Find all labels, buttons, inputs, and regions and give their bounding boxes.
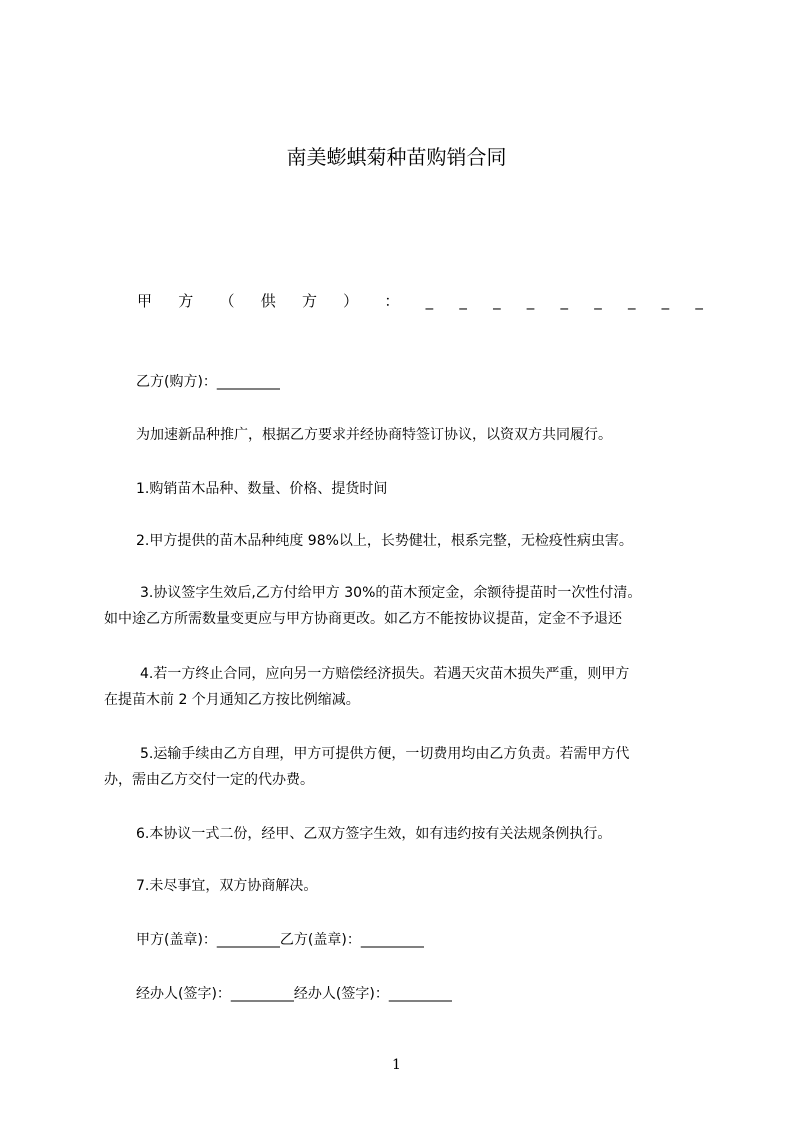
party-a-char: （ [219, 292, 235, 310]
party-a-line [137, 291, 703, 311]
party-a-char: ） [343, 292, 359, 310]
clause-6: 6.本协议一式二份，经甲、乙双方签字生效，如有违约按有关法规条例执行。 [136, 826, 612, 842]
clause-7: 7.未尽事宜，双方协商解决。 [136, 878, 318, 894]
party-a-blank: _ [526, 292, 535, 310]
signature-line: 经办人(签字)：_________经办人(签字)：_________ [136, 986, 452, 1002]
party-a-char: 方 [301, 292, 317, 310]
intro-paragraph: 为加速新品种推广，根据乙方要求并经协商特签订协议，以资双方共同履行。 [136, 427, 612, 443]
document-title: 南美蟛蜞菊种苗购销合同 [286, 145, 507, 169]
party-a-char: ： [384, 292, 400, 310]
party-b-line: 乙方(购方)：_________ [136, 374, 280, 390]
clause-4-line-2: 在提苗木前 2 个月通知乙方按比例缩减。 [104, 692, 360, 708]
party-a-blank: _ [594, 292, 602, 310]
clause-5-line-1: 5.运输手续由乙方自理，甲方可提供方便，一切费用均由乙方负责。若需甲方代 [140, 746, 630, 762]
clause-3-line-1: 3.协议签字生效后,乙方付给甲方 30%的苗木预定金，余额待提苗时一次性付清。 [140, 585, 642, 601]
party-a-blank: _ [627, 292, 636, 310]
party-a-blank: _ [560, 292, 569, 310]
party-a-char: 供 [260, 292, 276, 310]
clause-4-line-1: 4.若一方终止合同，应向另一方赔偿经济损失。若遇天灾苗木损失严重，则甲方 [140, 666, 630, 682]
party-a-char: 方 [178, 292, 194, 310]
party-a-blank: _ [695, 292, 703, 310]
party-a-blank: _ [493, 292, 501, 310]
party-a-blank: _ [661, 292, 670, 310]
party-a-blank: _ [425, 292, 434, 310]
clause-5-line-2: 办，需由乙方交付一定的代办费。 [104, 772, 314, 788]
seal-line: 甲方(盖章)：_________乙方(盖章)：_________ [136, 932, 424, 948]
page-number: 1 [392, 1057, 401, 1073]
party-a-blank: _ [459, 292, 467, 310]
clause-2: 2.甲方提供的苗木品种纯度 98%以上，长势健壮，根系完整，无检疫性病虫害。 [136, 533, 633, 549]
clause-1: 1.购销苗木品种、数量、价格、提货时间 [136, 481, 388, 497]
clause-3-line-2: 如中途乙方所需数量变更应与甲方协商更改。如乙方不能按协议提苗，定金不予退还 [104, 611, 622, 627]
party-a-char: 甲 [137, 292, 153, 310]
